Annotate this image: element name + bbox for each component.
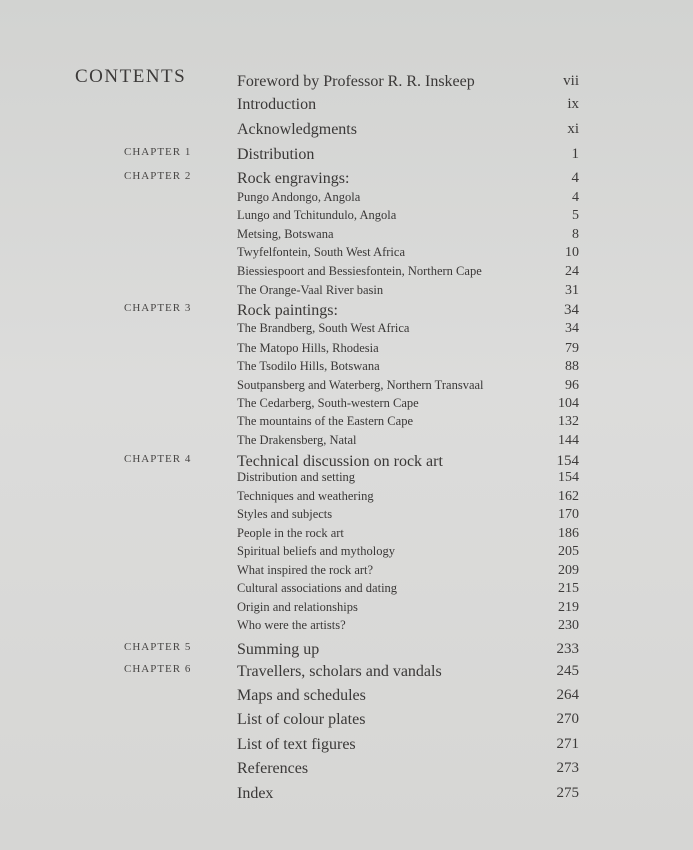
entry-title: Index <box>237 785 274 802</box>
entry-title: List of colour plates <box>237 711 366 728</box>
toc-entry <box>0 227 693 247</box>
page-number: 4 <box>572 190 579 205</box>
entry-title: Origin and relationships <box>237 600 358 614</box>
page-number: 154 <box>556 453 579 469</box>
toc-entry <box>0 785 693 805</box>
entry-title: The mountains of the Eastern Cape <box>237 414 413 428</box>
toc-entry <box>0 507 693 527</box>
page-number: 170 <box>558 507 579 522</box>
entry-title: The Orange-Vaal River basin <box>237 283 384 297</box>
toc-entry <box>0 711 693 731</box>
entry-title: Cultural associations and dating <box>237 581 398 595</box>
toc-entry <box>0 283 693 303</box>
entry-title: Summing up <box>237 641 320 658</box>
toc-entry <box>0 489 693 509</box>
entry-title: Technical discussion on rock art <box>237 453 443 470</box>
page-number: 1 <box>571 146 579 162</box>
page-number: 79 <box>565 341 579 356</box>
entry-title: The Drakensberg, Natal <box>237 433 357 447</box>
page-number: xi <box>567 121 579 137</box>
page-number: 88 <box>565 359 579 374</box>
page-number: 5 <box>572 208 579 223</box>
toc-entry <box>0 73 693 93</box>
page-number: 230 <box>558 618 579 633</box>
entry-title: Pungo Andongo, Angola <box>237 190 361 204</box>
entry-title: People in the rock art <box>237 526 344 540</box>
entry-title: Spiritual beliefs and mythology <box>237 544 395 558</box>
toc-entry <box>0 378 693 398</box>
page-number: 34 <box>565 321 579 336</box>
page-number: 8 <box>572 227 579 242</box>
page-number: 215 <box>558 581 579 596</box>
entry-title: Lungo and Tchitundulo, Angola <box>237 208 397 222</box>
entry-title: Distribution <box>237 146 315 163</box>
page-number: ix <box>567 96 579 112</box>
page-number: 24 <box>565 264 579 279</box>
toc-entry <box>0 641 693 661</box>
entry-title: What inspired the rock art? <box>237 563 374 577</box>
page-number: 4 <box>571 170 579 186</box>
toc-entry <box>0 170 693 190</box>
toc-entry <box>0 302 693 322</box>
page-number: 186 <box>558 526 579 541</box>
entry-title: The Matopo Hills, Rhodesia <box>237 341 379 355</box>
page-number: 104 <box>558 396 579 411</box>
chapter-label: CHAPTER 5 <box>124 641 192 653</box>
page-number: 219 <box>558 600 579 615</box>
page-number: 162 <box>558 489 579 504</box>
toc-entry <box>0 96 693 116</box>
entry-title: The Brandberg, South West Africa <box>237 321 410 335</box>
chapter-label: CHAPTER 6 <box>124 663 192 675</box>
entry-title: Introduction <box>237 96 317 113</box>
toc-entry <box>0 581 693 601</box>
entry-title: Foreword by Professor R. R. Inskeep <box>237 73 475 90</box>
chapter-label: CHAPTER 3 <box>124 302 192 314</box>
page-number: 273 <box>556 760 579 776</box>
page-number: 154 <box>558 470 579 485</box>
entry-title: Styles and subjects <box>237 507 333 521</box>
toc-entry <box>0 433 693 453</box>
toc-entry <box>0 470 693 490</box>
entry-title: References <box>237 760 309 777</box>
toc-entry <box>0 359 693 379</box>
page-number: 270 <box>556 711 579 727</box>
page-number: 264 <box>556 687 579 703</box>
page-number: 245 <box>556 663 579 679</box>
entry-title: Biessiespoort and Bessiesfontein, Northern Cape <box>237 264 482 278</box>
entry-title: Rock paintings: <box>237 302 338 319</box>
toc-entry <box>0 526 693 546</box>
toc-entry <box>0 264 693 284</box>
entry-title: The Cedarberg, South-western Cape <box>237 396 419 410</box>
page-number: 31 <box>565 283 579 298</box>
toc-entry <box>0 396 693 416</box>
page-number: 144 <box>558 433 579 448</box>
entry-title: Acknowledgments <box>237 121 357 138</box>
page-number: 96 <box>565 378 579 393</box>
entry-title: Twyfelfontein, South West Africa <box>237 245 405 259</box>
toc-entry <box>0 208 693 228</box>
toc-entry <box>0 121 693 141</box>
entry-title: Techniques and weathering <box>237 489 374 503</box>
page-number: 233 <box>556 641 579 657</box>
chapter-label: CHAPTER 1 <box>124 146 192 158</box>
page-number: 10 <box>565 245 579 260</box>
page-number: 132 <box>558 414 579 429</box>
entry-title: Maps and schedules <box>237 687 366 704</box>
page-number: 271 <box>556 736 579 752</box>
page-number: 34 <box>564 302 579 318</box>
entry-title: List of text figures <box>237 736 356 753</box>
toc-entry <box>0 341 693 361</box>
contents-heading: CONTENTS <box>75 66 187 87</box>
toc-entry <box>0 663 693 683</box>
toc-entry <box>0 687 693 707</box>
toc-entry <box>0 414 693 434</box>
entry-title: Soutpansberg and Waterberg, Northern Transvaal <box>237 378 484 392</box>
toc-entry <box>0 190 693 210</box>
toc-entry <box>0 321 693 341</box>
page-number: vii <box>563 73 579 89</box>
toc-entry <box>0 563 693 583</box>
toc-entry <box>0 146 693 166</box>
toc-entry <box>0 245 693 265</box>
chapter-label: CHAPTER 4 <box>124 453 192 465</box>
chapter-label: CHAPTER 2 <box>124 170 192 182</box>
entry-title: Who were the artists? <box>237 618 346 632</box>
toc-entry <box>0 736 693 756</box>
page-number: 205 <box>558 544 579 559</box>
page-number: 275 <box>556 785 579 801</box>
entry-title: The Tsodilo Hills, Botswana <box>237 359 380 373</box>
entry-title: Distribution and setting <box>237 470 356 484</box>
page-number: 209 <box>558 563 579 578</box>
toc-entry <box>0 618 693 638</box>
entry-title: Travellers, scholars and vandals <box>237 663 442 680</box>
entry-title: Rock engravings: <box>237 170 350 187</box>
toc-entry <box>0 600 693 620</box>
toc-entry <box>0 544 693 564</box>
entry-title: Metsing, Botswana <box>237 227 334 241</box>
toc-entry <box>0 760 693 780</box>
